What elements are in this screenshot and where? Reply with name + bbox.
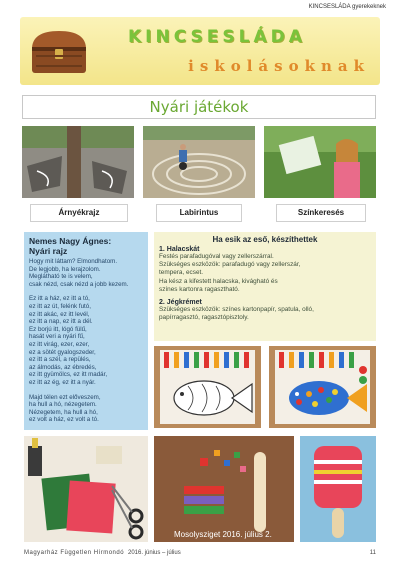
photo-fish-outline [154,346,261,428]
section-line: papírragasztó, ragasztópisztoly. [159,314,249,322]
photo-fish-painted [269,346,376,428]
top-tag: KINCSESLÁDA gyerekeknek [308,4,386,10]
photo-labyrinth [143,126,255,198]
poem-line: ez volt a ház, ez volt a tó. [29,416,99,424]
poem-line: ez itt gyümölcs, ez itt madár, [29,371,108,379]
treasure-chest-icon [28,25,90,77]
section-line: színes kartonra ragasztható. [159,285,240,293]
rainy-day-heading: Ha esik az eső, készíthettek [212,235,318,244]
photo-ice-cream-pieces [154,436,294,542]
poem-line: ez itt virág, ezer, ezer, [29,340,90,348]
rainy-day-box [154,232,376,341]
poem-author: Nemes Nagy Ágnes: [29,236,112,246]
poem-line: ez a sötét gyalogszeder, [29,348,96,356]
poem-line: ez itt akác, ez itt levél, [29,310,90,318]
photo-ice-cream-finished [300,436,376,542]
poem-title: Nyári rajz [29,246,68,256]
section-line: Szükséges eszközök: parafadugó vagy zellerszár, [159,261,301,269]
poem-line: Majd télen ezt előveszem, [29,393,101,401]
footer-publication: Magyarház Független Hírmondó [24,550,125,556]
poem-line: hasát veri a nyári fű, [29,333,85,341]
header-banner [20,17,380,85]
poem-line: Ez borjú itt, lógó fülű, [29,325,87,333]
poem-line: az álmodás, az ébredés, [29,363,97,371]
poem-line: De legjobb, ha lerajzolom. [29,265,101,273]
photo-shadow-drawing [22,126,134,198]
caption-color-search: Színkeresés [276,204,366,222]
brand-subtitle: iskolásoknak [188,57,370,75]
page-title: Nyári játékok [149,98,249,116]
photo-craft-tools [24,436,148,542]
poem-line: ez itt a nap, ez itt a dél. [29,318,93,326]
section-title-ice-cream: 2. Jégkrémet [159,299,202,307]
page-title-bar [22,95,376,119]
section-line: Szükséges eszközök: színes kartonpapír, spatula, olló, [159,306,314,314]
brand-title: KINCSESLÁDA [128,27,306,47]
poem-line: Ez itt a ház, ez itt a tó, [29,295,90,303]
footer-date: 2016. június – július [128,550,181,556]
poem-line: Meglátható te is velem, [29,273,93,281]
poem-line: Hogy mit láttam? Elmondhatom. [29,258,118,265]
poem-line: Nézegetem, ha hull a hó, [29,408,98,416]
page-number: 11 [369,550,376,556]
section-line: tempera, ecset. [159,269,204,277]
poem-line: ez itt az ég, ez itt a nyár. [29,378,96,386]
section-title-fish: 1. Halacskát [159,246,200,253]
poem-line: csak nézd, csak nézd a jobb kezem. [29,280,129,288]
caption-shadow-drawing: Árnyékrajz [30,204,128,222]
poem-line: ez itt a szél, a repülés, [29,356,91,364]
photo-color-search [264,126,376,198]
poem-box [24,232,148,430]
poem-line: ez itt az út, felénk futó, [29,302,91,310]
caption-labyrinth: Labirintus [156,204,242,222]
section-line: Festés parafadugóval vagy zellerszárral. [159,253,274,260]
section-line: Ha kész a kifestett halacska, kivágható és [159,277,278,285]
poem-line: ha hull a hó, nézegetem. [29,401,97,409]
photo-caption: Mosolysziget 2016. július 2. [174,530,272,539]
